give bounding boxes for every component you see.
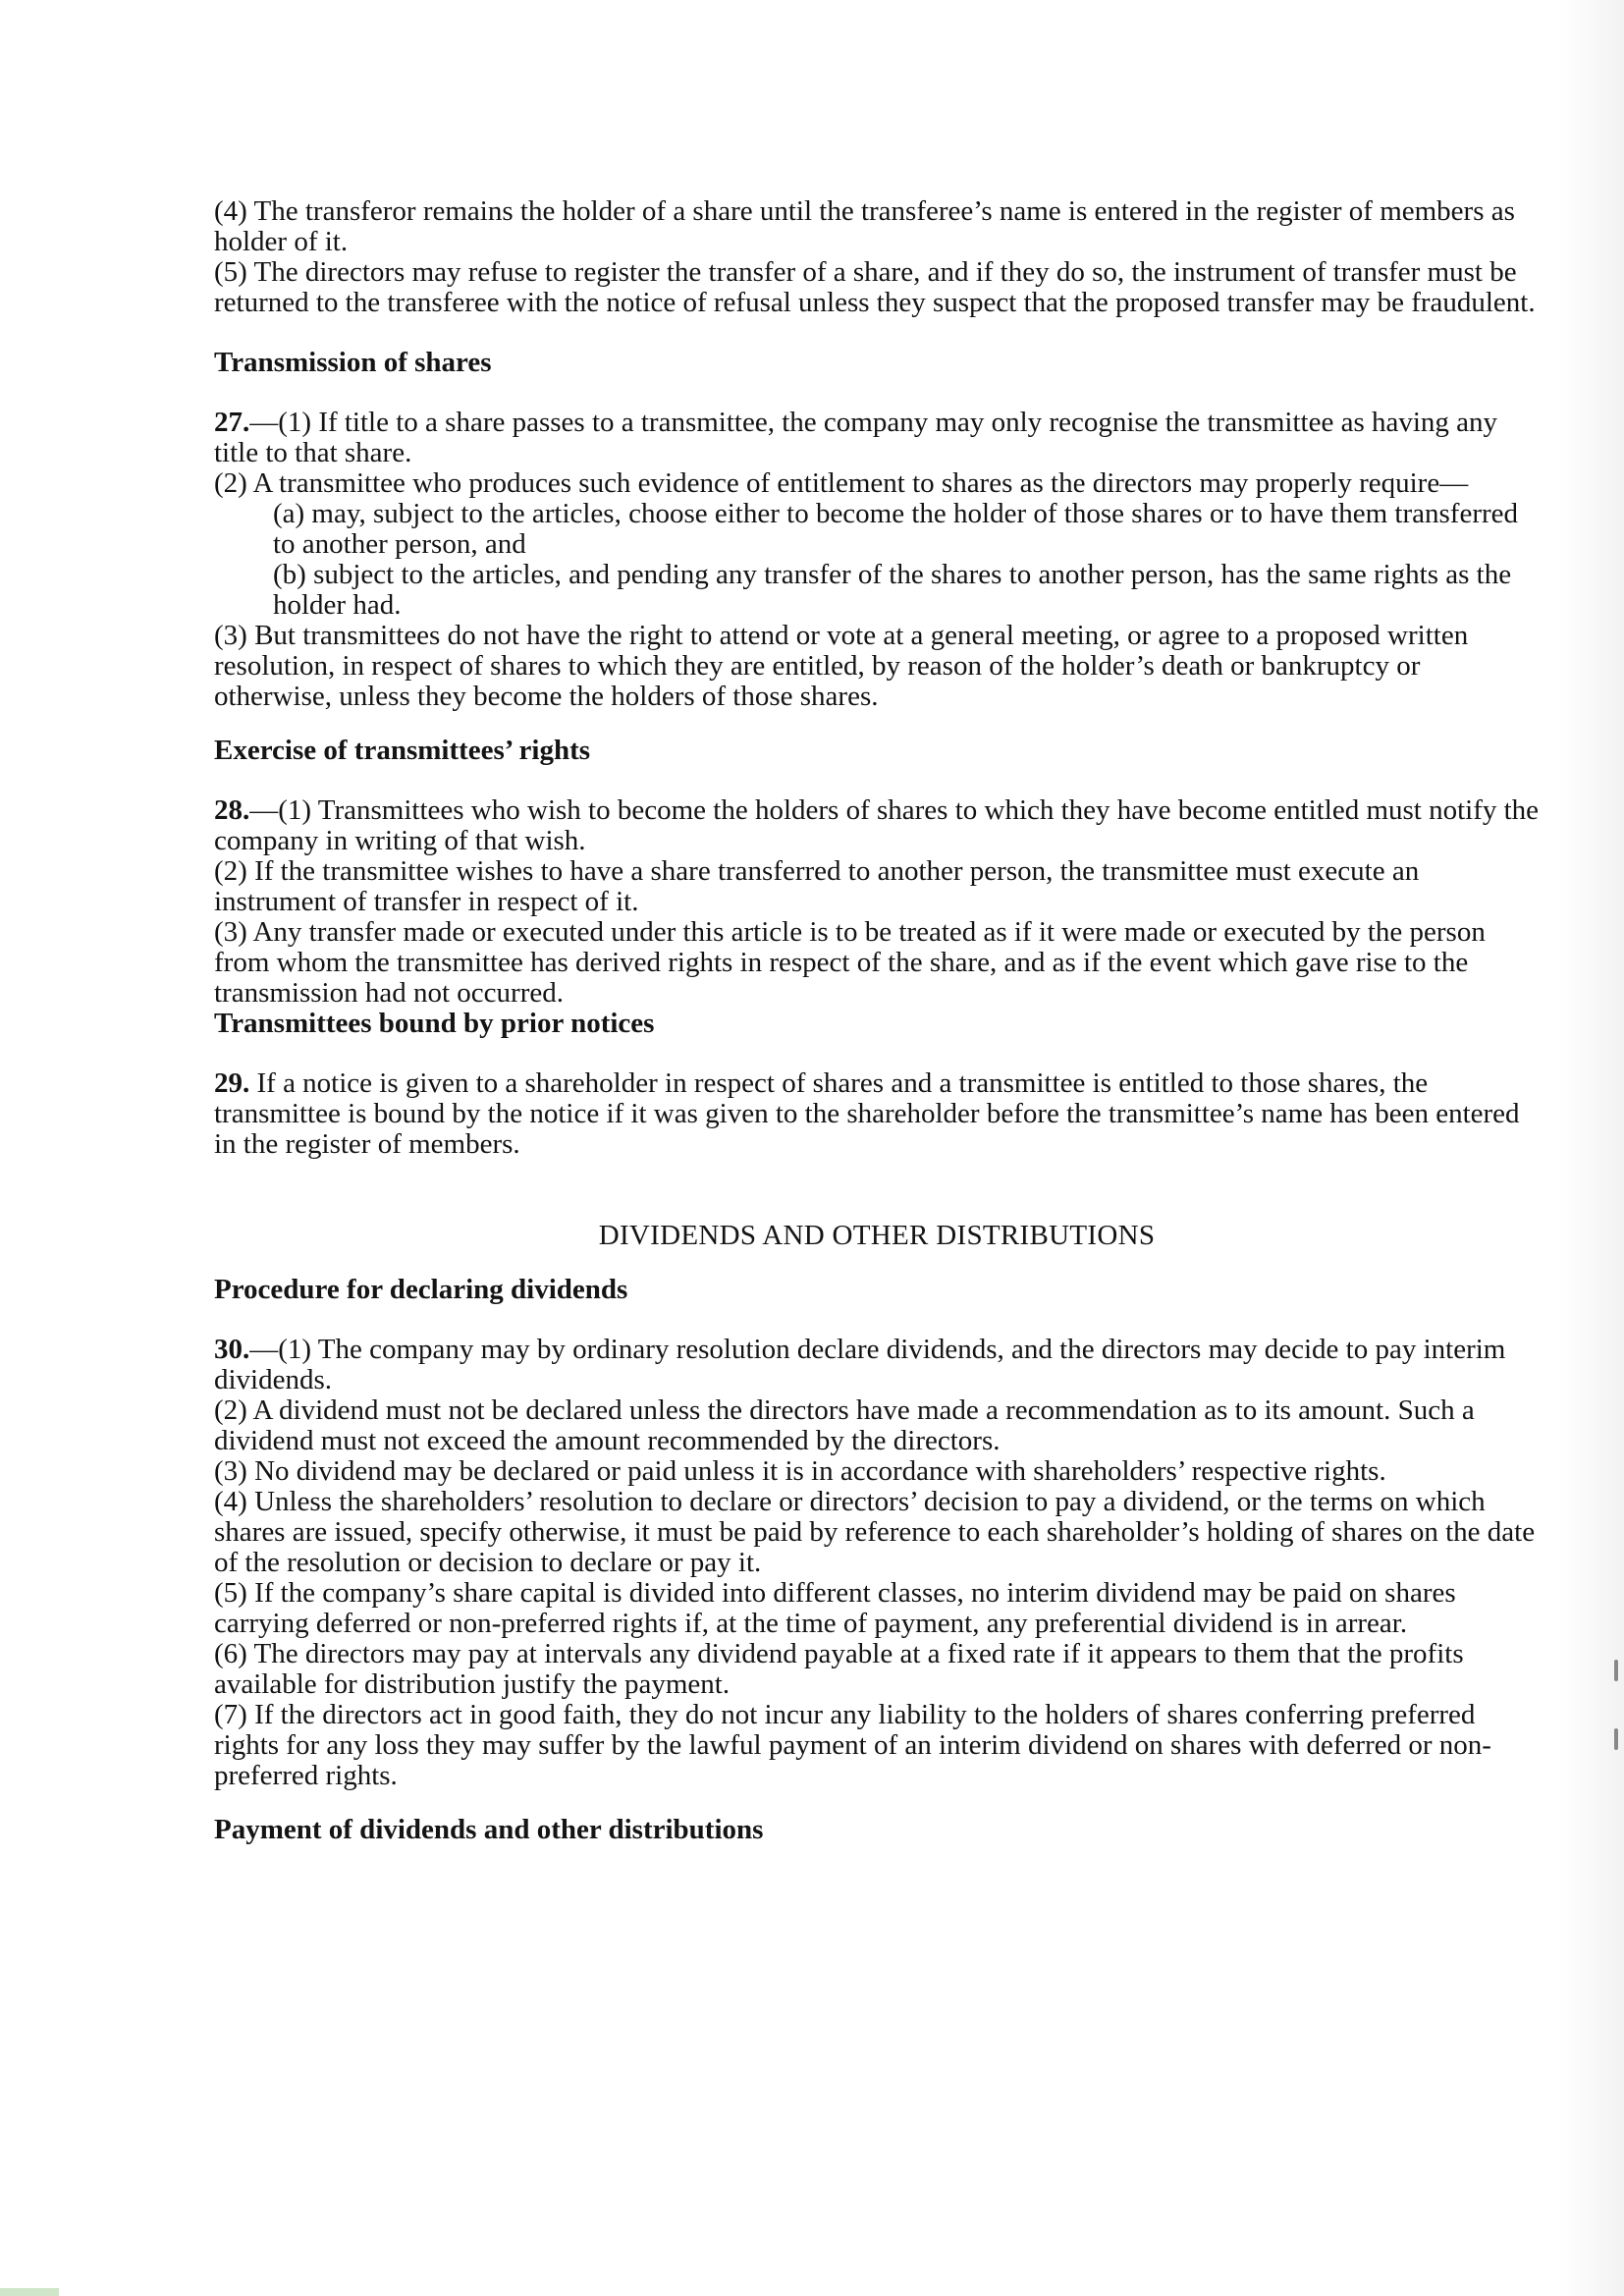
article-28-number: 28. bbox=[214, 794, 250, 826]
article-30-para-1 bbox=[214, 1335, 1540, 1395]
article-27-para-2: (2) A transmittee who produces such evidence of entitlement to shares as the directors may properly require— bbox=[214, 467, 1469, 499]
article-27-number: 27. bbox=[214, 407, 250, 438]
article-30-number: 30. bbox=[214, 1334, 250, 1365]
article-29-para-1-text: If a notice is given to a shareholder in respect of shares and a transmittee is entitled to those shares, the transmittee is bound by the notice if it was given to the shareholder before the transmittee’s name has been entered in the register of members. bbox=[214, 1067, 1520, 1160]
heading-payment-of-dividends: Payment of dividends and other distributions bbox=[214, 1814, 764, 1845]
section-title-dividends: DIVIDENDS AND OTHER DISTRIBUTIONS bbox=[598, 1220, 1156, 1251]
article-30-para-4: (4) Unless the shareholders’ resolution to declare or directors’ decision to pay a dividend, or the terms on which shares are issued, specify otherwise, it must be paid by reference to each shareholder’s holding of shares on the date of the resolution or decision to declare or pay it. bbox=[214, 1486, 1536, 1578]
heading-exercise-of-transmittees-rights: Exercise of transmittees’ rights bbox=[214, 735, 591, 766]
scan-edge-artifact bbox=[0, 2288, 59, 2296]
article-27-para-1-text: —(1) If title to a share passes to a transmittee, the company may only recognise the transmittee as having any title to that share. bbox=[214, 407, 1498, 468]
article-28-para-3: (3) Any transfer made or executed under this article is to be treated as if it were made or executed by the person from whom the transmittee has derived rights in respect of the share, and as if the event which gave rise to the transmission had not occurred. bbox=[214, 916, 1486, 1009]
heading-transmittees-bound-by-prior-notices: Transmittees bound by prior notices bbox=[214, 1008, 655, 1039]
heading-transmission-of-shares: Transmission of shares bbox=[214, 347, 492, 378]
heading-procedure-for-declaring-dividends: Procedure for declaring dividends bbox=[214, 1274, 628, 1305]
article-27-para-3: (3) But transmittees do not have the right to attend or vote at a general meeting, or agree to a proposed written resolution, in respect of shares to which they are entitled, by reason of the holder’s death or bankruptcy or otherwise, unless they become the holders of those shares. bbox=[214, 620, 1469, 712]
article-28-para-2: (2) If the transmittee wishes to have a share transferred to another person, the transmittee must execute an instrument of transfer in respect of it. bbox=[214, 855, 1420, 917]
article-28-para-1 bbox=[214, 795, 1540, 856]
article-29-number: 29. bbox=[214, 1067, 250, 1099]
article-27-item-b: (b) subject to the articles, and pending any transfer of the shares to another person, has the same rights as the holder had. bbox=[273, 559, 1512, 621]
article-30-para-6: (6) The directors may pay at intervals any dividend payable at a fixed rate if it appears to them that the profits available for distribution justify the payment. bbox=[214, 1638, 1464, 1700]
scan-artifact-mark bbox=[1614, 1660, 1618, 1681]
article-30-para-3: (3) No dividend may be declared or paid unless it is in accordance with shareholders’ respective rights. bbox=[214, 1455, 1386, 1487]
document-body bbox=[214, 196, 1540, 1845]
article-27-item-a: (a) may, subject to the articles, choose either to become the holder of those shares or to have them transferred to another person, and bbox=[273, 498, 1518, 560]
paragraph-transfer-4: (4) The transferor remains the holder of a share until the transferee’s name is entered in the register of members as holder of it. bbox=[214, 195, 1515, 257]
article-28-para-1-text: —(1) Transmittees who wish to become the holders of shares to which they have become entitled must notify the company in writing of that wish. bbox=[214, 794, 1540, 856]
article-30-para-7: (7) If the directors act in good faith, they do not incur any liability to the holders of shares conferring preferred rights for any loss they may suffer by the lawful payment of an interim dividend on shares with deferred or non-preferred rights. bbox=[214, 1699, 1491, 1791]
article-30-para-1-text: —(1) The company may by ordinary resolution declare dividends, and the directors may decide to pay interim dividends. bbox=[214, 1334, 1506, 1395]
scan-artifact-mark bbox=[1614, 1728, 1618, 1750]
paragraph-transfer-5: (5) The directors may refuse to register the transfer of a share, and if they do so, the instrument of transfer must be returned to the transferee with the notice of refusal unless they suspect that the proposed transfer may be fraudulent. bbox=[214, 256, 1536, 318]
article-30-para-2: (2) A dividend must not be declared unless the directors have made a recommendation as to its amount. Such a dividend must not exceed the amount recommended by the directors. bbox=[214, 1394, 1475, 1456]
article-30-para-5: (5) If the company’s share capital is divided into different classes, no interim dividend may be paid on shares carrying deferred or non-preferred rights if, at the time of payment, any preferential dividend is in arrear. bbox=[214, 1577, 1456, 1639]
article-29-para-1 bbox=[214, 1068, 1540, 1160]
article-27-para-1 bbox=[214, 408, 1540, 468]
